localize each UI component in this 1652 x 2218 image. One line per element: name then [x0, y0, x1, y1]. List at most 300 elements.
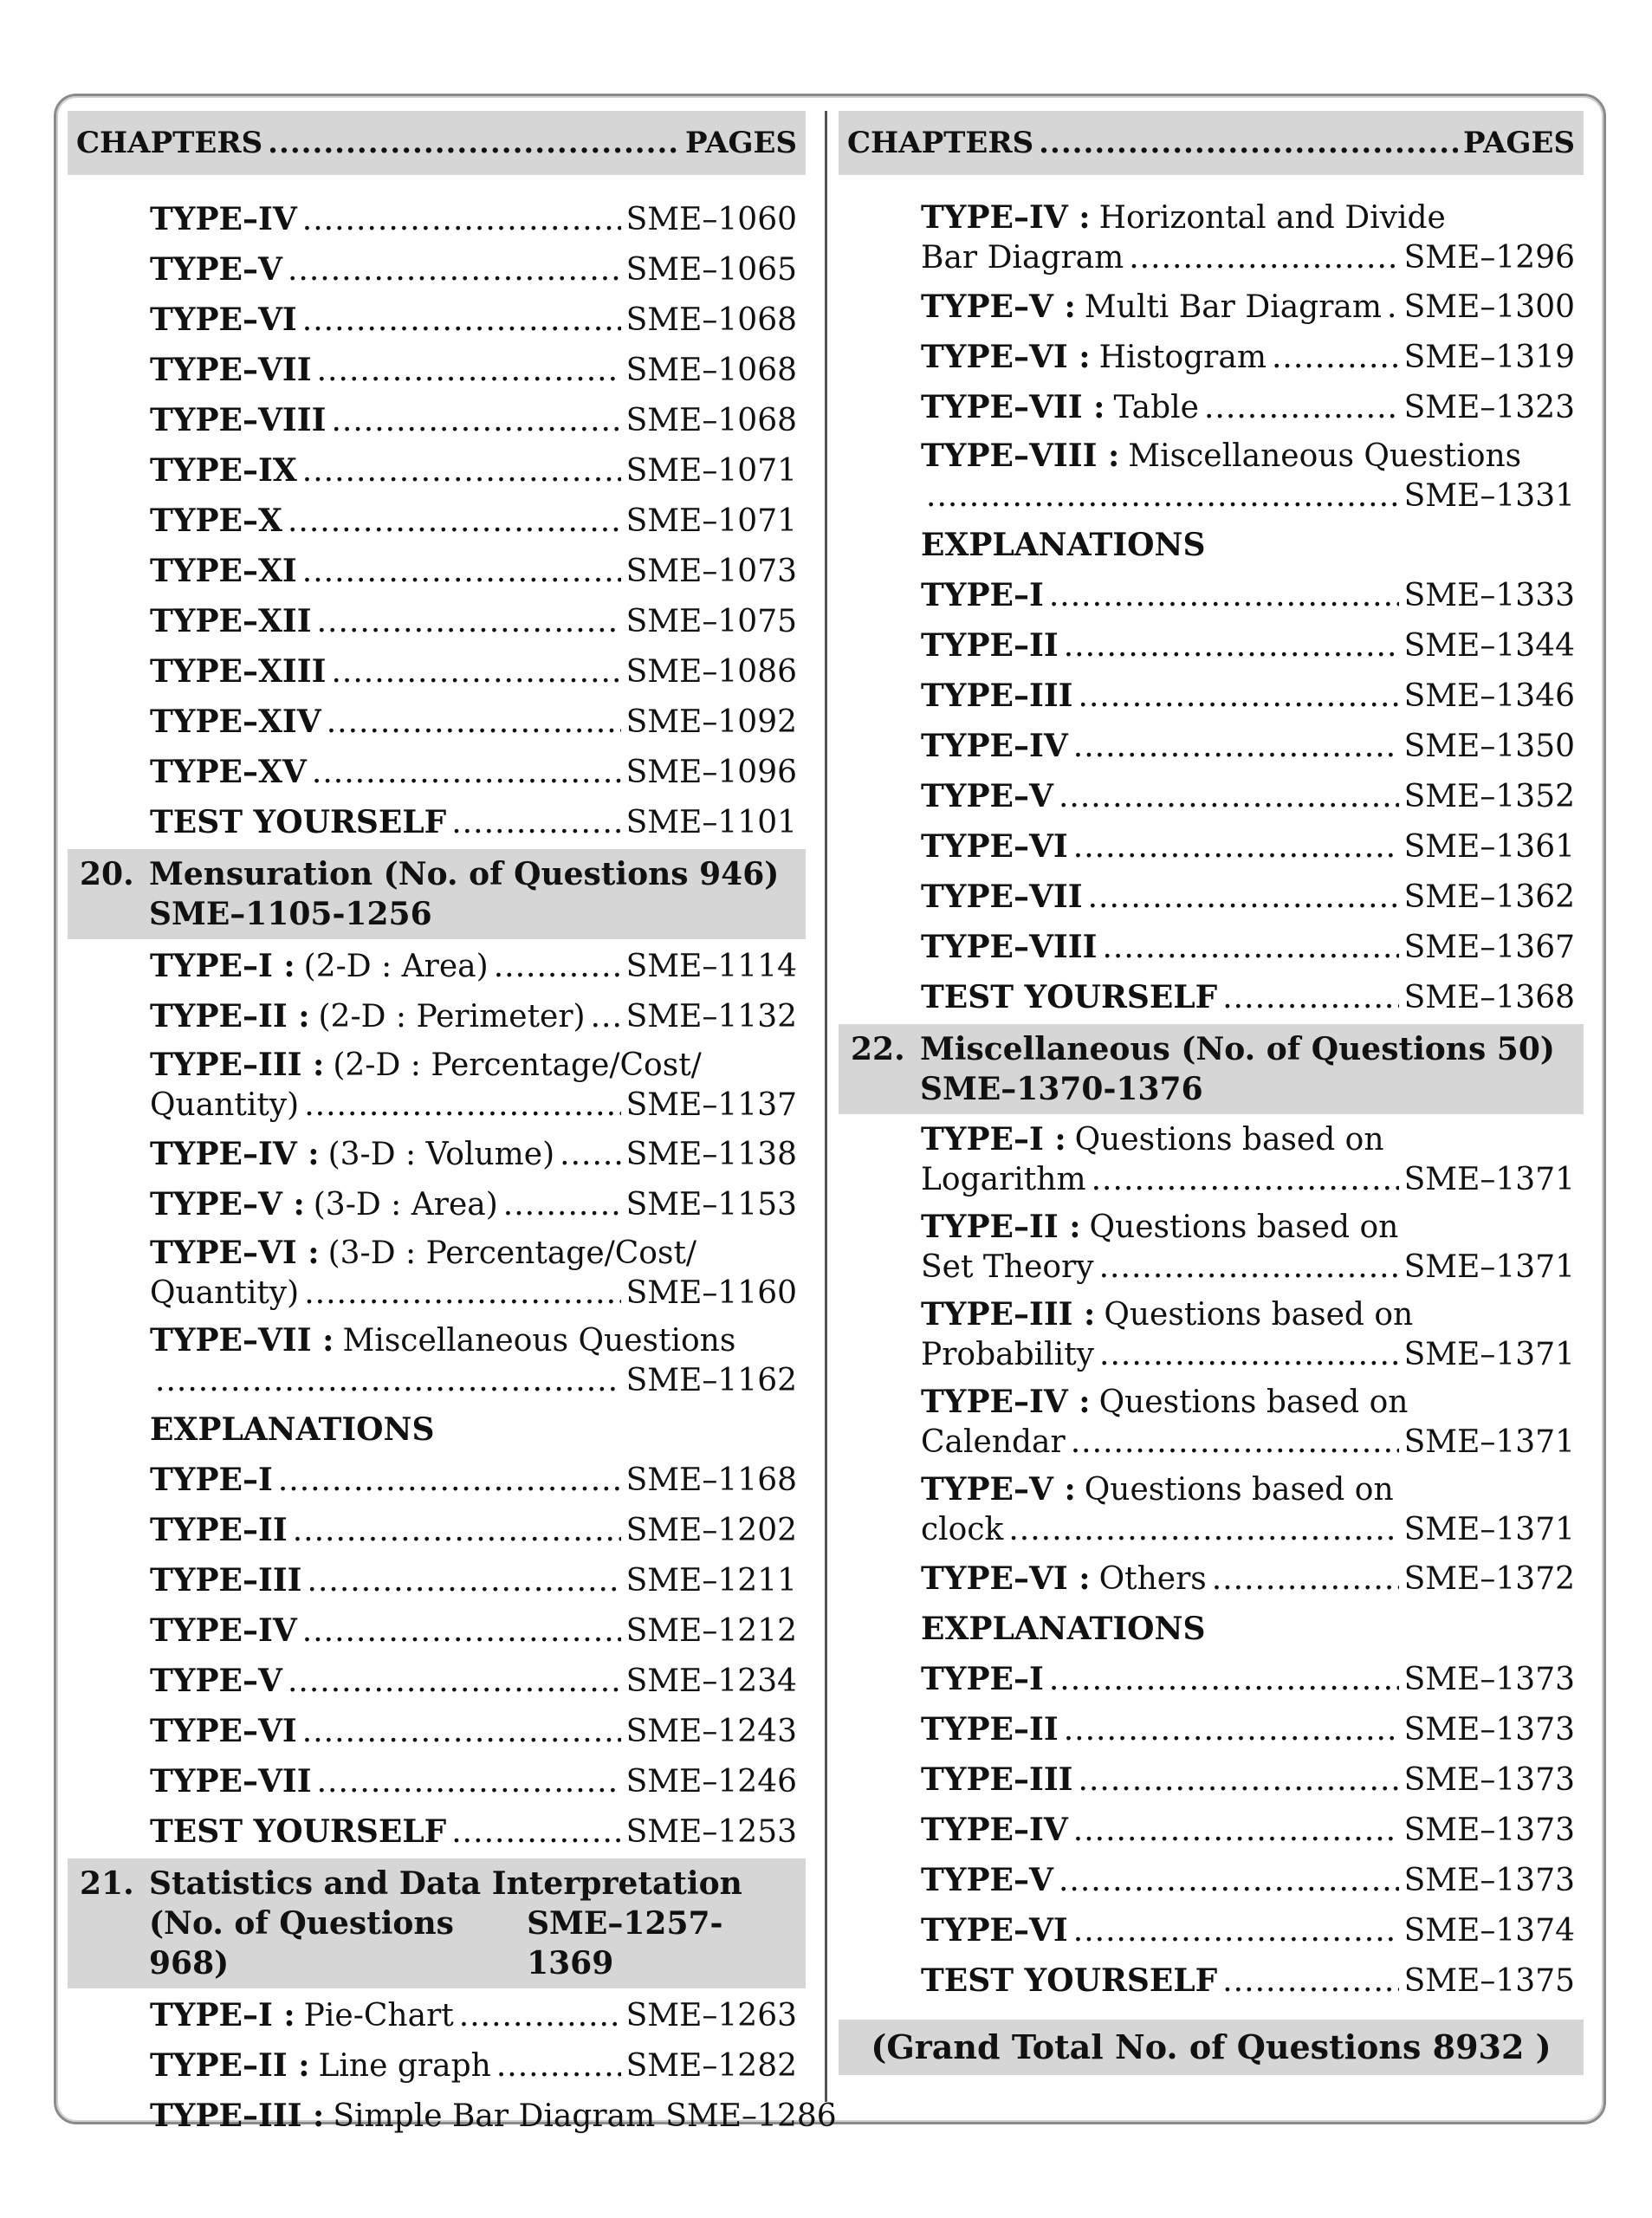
entry-text: Pie-Chart [303, 1998, 454, 2033]
explanations-heading: EXPLANATIONS [921, 1611, 1206, 1647]
entry-page: SME–1114 [625, 949, 797, 984]
entry-page: SME–1373 [1403, 1712, 1575, 1748]
entry-text: (2-D : Percentage/Cost/ [333, 1047, 702, 1083]
leader-dots [312, 748, 621, 798]
toc-entry[interactable] [68, 1555, 806, 1605]
toc-entry[interactable] [68, 797, 806, 847]
entry-text-continued: clock [921, 1512, 1004, 1547]
entry-page: SME–1153 [625, 1187, 797, 1222]
toc-entry[interactable] [68, 496, 806, 546]
left-column [68, 111, 837, 2141]
entry-label: TYPE–XIII [150, 653, 327, 690]
entry-label: TYPE–III : [921, 1296, 1096, 1333]
entry-page: SME–1137 [625, 1087, 797, 1123]
entry-page: SME–1362 [1403, 879, 1575, 915]
entry-page: SME–1065 [625, 252, 797, 288]
entry-label: TYPE–II : [150, 998, 310, 1034]
leader-dots [302, 295, 621, 346]
toc-multi-entry [68, 1041, 806, 1129]
toc-entry[interactable] [839, 1855, 1584, 1905]
section-number: 21. [80, 1865, 134, 1902]
entry-page: SME–1060 [625, 202, 797, 237]
toc-multi-list [839, 1116, 1584, 1553]
entry-label: TYPE–VII [921, 879, 1083, 915]
toc-entry[interactable] [839, 620, 1584, 671]
entry-label: TYPE–XIV [150, 704, 321, 740]
toc-entry[interactable] [68, 991, 806, 1041]
entry-label: TYPE–I : [150, 948, 295, 984]
leader-dots [327, 697, 621, 748]
entry-label: TYPE–III [921, 1761, 1073, 1798]
entry-label: TYPE–IX [150, 452, 297, 489]
toc-entry[interactable] [68, 1041, 806, 1129]
toc-entry[interactable] [839, 1466, 1584, 1553]
toc-entry[interactable] [839, 972, 1584, 1022]
entry-text: Simple Bar Diagram [333, 2098, 656, 2134]
entry-page: SME–1073 [625, 554, 797, 589]
toc-entry[interactable] [68, 546, 806, 596]
entry-label: TYPE–V [921, 778, 1053, 814]
toc-entry[interactable] [839, 382, 1584, 432]
toc-entry[interactable] [68, 1706, 806, 1756]
pages-heading: PAGES [1463, 126, 1575, 160]
entry-label: TYPE–VII : [921, 389, 1105, 425]
entry-page: SME–1282 [625, 2048, 797, 2084]
entry-page: SME–1068 [625, 353, 797, 388]
section-subtitle: (No. of Questions 968) [149, 1905, 454, 1981]
section-22-heading[interactable] [839, 1024, 1584, 1114]
entry-page: SME–1373 [1403, 1863, 1575, 1898]
entry-label: TYPE–IV [150, 201, 297, 237]
entry-label: TYPE–VI : [150, 1235, 320, 1271]
toc-list [68, 1990, 837, 2141]
leader-dots [288, 245, 621, 295]
entry-label: TYPE–IV : [921, 199, 1091, 236]
toc-entry[interactable] [68, 1505, 806, 1555]
explanations-heading: EXPLANATIONS [921, 527, 1206, 563]
toc-entry[interactable] [68, 2040, 806, 2091]
entry-text: Table [1113, 390, 1199, 425]
entry-page: SME–1168 [625, 1462, 797, 1498]
entry-page: SME–1246 [625, 1764, 797, 1800]
toc-entry[interactable] [839, 1378, 1584, 1466]
toc-entry[interactable] [68, 445, 806, 496]
leader-dots [591, 992, 621, 1042]
leader-dots [278, 1456, 621, 1506]
leader-dots [1222, 973, 1398, 1023]
entry-label: TYPE–II : [150, 2047, 310, 2084]
toc-entry[interactable] [68, 1605, 806, 1656]
entry-label: TYPE–VI [921, 828, 1068, 865]
entry-label: TEST YOURSELF [921, 979, 1218, 1015]
entry-page: SME–1132 [625, 999, 797, 1034]
entry-page: SME–1092 [625, 704, 797, 740]
entry-label: TYPE–III [150, 1562, 302, 1599]
toc-entry[interactable] [839, 671, 1584, 721]
entry-page: SME–1375 [1403, 1963, 1575, 1999]
leader-dots [304, 1086, 620, 1125]
entry-page: SME–1212 [625, 1613, 797, 1649]
entry-label: TYPE–VI : [921, 1560, 1091, 1597]
entry-label: TYPE–V [150, 251, 282, 288]
entry-label: TYPE–XII [150, 603, 312, 639]
toc-entry[interactable] [839, 771, 1584, 821]
toc-entry[interactable] [839, 721, 1584, 771]
entry-label: TYPE–VI [150, 1713, 297, 1749]
toc-entry[interactable] [68, 1656, 806, 1706]
entry-text: Questions based on [1089, 1210, 1399, 1245]
toc-entry[interactable] [839, 1905, 1584, 1955]
section-20-heading[interactable] [68, 849, 806, 939]
leader-dots [494, 942, 621, 992]
leader-dots [926, 477, 1399, 516]
section-number: 20. [80, 856, 134, 892]
leader-dots [1204, 383, 1399, 433]
leader-dots [302, 195, 621, 245]
entry-label: TYPE–V : [921, 289, 1076, 325]
entry-label: TYPE–XI [150, 553, 297, 589]
toc-entry[interactable] [839, 332, 1584, 382]
leader-dots [288, 1657, 621, 1707]
entry-label: TYPE–XV [150, 754, 307, 790]
entry-text: Questions based on [1098, 1385, 1409, 1420]
leader-dots [155, 1361, 621, 1401]
entry-page: SME–1371 [1403, 1512, 1575, 1547]
entry-label: TYPE–I [921, 1661, 1044, 1697]
toc-entry[interactable] [839, 872, 1584, 922]
right-column [839, 111, 1584, 2075]
entry-page: SME–1346 [1403, 678, 1575, 714]
toc-entry[interactable] [68, 244, 806, 295]
entry-label: TYPE–I [921, 577, 1044, 613]
entry-label: TYPE–III [921, 678, 1073, 714]
toc-multi-entry [839, 194, 1584, 282]
entry-label: TYPE–V : [921, 1471, 1076, 1508]
entry-label: TYPE–II [921, 627, 1059, 664]
toc-list [839, 282, 1584, 432]
entry-label: TYPE–IV [921, 728, 1068, 764]
entry-text: (3-D : Area) [313, 1187, 498, 1222]
entry-text-continued: Set Theory [921, 1249, 1094, 1285]
entry-page: SME–1162 [625, 1363, 797, 1398]
leader-dots [1092, 1160, 1399, 1200]
leader-dots [1272, 333, 1399, 383]
entry-label: TYPE–VI [921, 1912, 1068, 1949]
toc-entry[interactable] [839, 570, 1584, 620]
entry-label: TYPE–II : [921, 1209, 1081, 1245]
leader-dots [1064, 621, 1399, 671]
toc-entry[interactable] [839, 821, 1584, 872]
toc-entry[interactable] [68, 345, 806, 395]
chapters-heading: CHAPTERS [76, 126, 263, 160]
leader-dots [1073, 1806, 1399, 1856]
toc-entry[interactable] [68, 2091, 837, 2141]
toc-entry[interactable] [839, 922, 1584, 972]
toc-entry[interactable] [839, 1754, 1584, 1805]
entry-page: SME–1333 [1403, 578, 1575, 613]
toc-entry[interactable] [839, 1203, 1584, 1291]
leader-dots [1059, 772, 1399, 822]
entry-page: SME–1160 [625, 1275, 797, 1311]
toc-entry[interactable] [68, 1756, 806, 1806]
entry-page: SME–1300 [1403, 289, 1575, 325]
entry-text: Miscellaneous Questions [342, 1323, 736, 1359]
entry-page: SME–1344 [1403, 628, 1575, 664]
leader-dots [304, 1274, 620, 1313]
toc-entry[interactable] [839, 1553, 1584, 1604]
leader-dots [268, 126, 680, 160]
toc-entry[interactable] [68, 1990, 806, 2040]
toc-list [839, 570, 1584, 1022]
toc-entry[interactable] [839, 1116, 1584, 1203]
leader-dots [1073, 822, 1399, 872]
toc-entry[interactable] [68, 1806, 806, 1857]
leader-dots [302, 547, 621, 597]
entry-label: TYPE–III : [150, 2098, 325, 2134]
entry-text: (3-D : Percentage/Cost/ [327, 1235, 697, 1271]
entry-label: TYPE–VII [150, 1763, 312, 1800]
entry-page: SME–1101 [625, 805, 797, 840]
entry-page: SME–1086 [625, 654, 797, 690]
leader-dots [1073, 1906, 1399, 1956]
entry-label: TYPE–I : [150, 1997, 295, 2033]
entry-label: TYPE–I : [921, 1121, 1066, 1158]
entry-page: SME–1361 [1403, 829, 1575, 865]
leader-dots [1039, 126, 1458, 160]
toc-entry[interactable] [68, 1455, 806, 1505]
entry-page: SME–1075 [625, 604, 797, 639]
leader-dots [1099, 1335, 1399, 1375]
entry-text-continued: Quantity) [150, 1087, 300, 1123]
entry-page: SME–1371 [1403, 1424, 1575, 1460]
leader-dots [1102, 923, 1398, 973]
toc-entry[interactable] [839, 1704, 1584, 1754]
entry-label: TYPE–IV : [150, 1136, 320, 1172]
leader-dots [317, 1757, 621, 1807]
grand-total: (Grand Total No. of Questions 8932 ) [839, 2020, 1584, 2075]
toc-entry[interactable] [839, 1654, 1584, 1704]
toc-entry[interactable] [68, 596, 806, 646]
contents-header [68, 111, 806, 175]
pages-heading: PAGES [685, 126, 797, 160]
toc-entry[interactable] [839, 282, 1584, 332]
section-pages: SME–1257-1369 [527, 1905, 723, 1981]
toc-list [839, 1654, 1584, 2006]
leader-dots [331, 396, 620, 446]
entry-label: TYPE–IV [921, 1812, 1068, 1848]
entry-label: TYPE–IV : [921, 1384, 1091, 1420]
entry-page: SME–1371 [1403, 1162, 1575, 1197]
entry-label: TEST YOURSELF [150, 1813, 447, 1850]
leader-dots [1071, 1423, 1399, 1462]
entry-page: SME–1234 [625, 1664, 797, 1699]
leader-dots [302, 446, 621, 496]
toc-entry[interactable] [68, 395, 806, 445]
entry-text: (2-D : Area) [303, 949, 489, 984]
toc-entry[interactable] [839, 1291, 1584, 1378]
entry-page: SME–1211 [625, 1563, 797, 1599]
entry-text-continued: Probability [921, 1337, 1095, 1372]
entry-page: SME–1243 [625, 1714, 797, 1749]
toc-multi-entry [68, 1317, 806, 1404]
entry-text: Multi Bar Diagram [1084, 289, 1383, 325]
entry-label: TYPE–V [150, 1663, 282, 1699]
leader-dots [1049, 571, 1399, 621]
entry-page: SME–1352 [1403, 779, 1575, 814]
entry-page: SME–1323 [1403, 390, 1575, 425]
toc-entry[interactable] [839, 1955, 1584, 2006]
toc-entry[interactable] [68, 1229, 806, 1317]
leader-dots [317, 597, 621, 647]
entry-text: (3-D : Volume) [327, 1137, 555, 1172]
entry-page: SME–1068 [625, 302, 797, 338]
leader-dots [503, 1180, 621, 1230]
entry-label: TYPE–VIII [150, 402, 327, 438]
leader-dots [1079, 671, 1399, 722]
entry-text: Line graph [318, 2048, 491, 2084]
entry-page: SME–1373 [1403, 1662, 1575, 1697]
entry-text: Others [1098, 1561, 1207, 1597]
section-title: Statistics and Data Interpretation [149, 1865, 742, 1902]
toc-entry[interactable] [68, 1179, 806, 1229]
entry-label: TEST YOURSELF [150, 804, 447, 840]
entry-text-continued: Bar Diagram [921, 240, 1124, 276]
entry-page: SME–1296 [1403, 240, 1575, 276]
entry-page: SME–1371 [1403, 1337, 1575, 1372]
entry-page: SME–1373 [1403, 1762, 1575, 1798]
leader-dots [1049, 1655, 1399, 1705]
entry-label: TYPE–III : [150, 1047, 325, 1083]
entry-page: SME–1202 [625, 1513, 797, 1548]
toc-multi-entry [839, 432, 1584, 520]
toc-list [68, 1455, 806, 1857]
entry-page: SME–1071 [625, 503, 797, 539]
toc-entry[interactable] [68, 295, 806, 345]
entry-label: TYPE–I [150, 1462, 273, 1498]
toc-entry[interactable] [839, 1805, 1584, 1855]
entry-page: SME–1374 [1403, 1913, 1575, 1949]
toc-list [839, 1553, 1584, 1604]
leader-dots [331, 647, 620, 697]
entry-label: TYPE–V : [150, 1186, 305, 1222]
entry-text-continued: Logarithm [921, 1162, 1086, 1197]
entry-label: TYPE–VII [150, 352, 312, 388]
toc-entry[interactable] [68, 646, 806, 697]
entry-text: Questions based on [1104, 1297, 1414, 1333]
entry-page: SME–1286 [665, 2098, 837, 2134]
entry-text: Miscellaneous Questions [1128, 438, 1522, 474]
entry-text: Questions based on [1084, 1472, 1394, 1508]
entry-page: SME–1368 [1403, 980, 1575, 1015]
leader-dots [302, 1707, 621, 1757]
leader-dots [308, 1556, 621, 1606]
leader-dots [1099, 1248, 1399, 1287]
leader-dots [451, 1807, 620, 1858]
entry-page: SME–1372 [1403, 1561, 1575, 1597]
entry-label: TYPE–II [921, 1711, 1059, 1748]
toc-list [68, 941, 806, 1041]
entry-text: Horizontal and Divide [1098, 200, 1446, 236]
section-21-heading[interactable] [68, 1858, 806, 1988]
leader-dots [1212, 1554, 1399, 1605]
entry-label: TYPE–V [921, 1862, 1053, 1898]
leader-dots [1073, 722, 1399, 772]
entry-page: SME–1263 [625, 1998, 797, 2033]
section-number: 22. [851, 1031, 905, 1067]
entry-label: TYPE–X [150, 503, 282, 539]
entry-page: SME–1138 [625, 1137, 797, 1172]
entry-page: SME–1367 [1403, 930, 1575, 965]
entry-label: TYPE–II [150, 1512, 288, 1548]
entry-page: SME–1253 [625, 1814, 797, 1850]
toc-entry[interactable] [68, 747, 806, 797]
toc-entry[interactable] [68, 194, 806, 244]
entry-text-continued: Quantity) [150, 1275, 300, 1311]
section-pages: SME–1105-1256 [149, 896, 432, 932]
column-divider [825, 111, 827, 2102]
explanations-heading: EXPLANATIONS [150, 1411, 435, 1448]
entry-text-continued: Calendar [921, 1424, 1066, 1460]
entry-label: TYPE–VI [150, 302, 297, 338]
leader-dots [1064, 1705, 1399, 1755]
toc-entry[interactable] [68, 697, 806, 747]
entry-label: TYPE–IV [150, 1612, 297, 1649]
leader-dots [1129, 238, 1398, 278]
toc-entry[interactable] [68, 941, 806, 991]
entry-page: SME–1350 [1403, 729, 1575, 764]
entry-page: SME–1071 [625, 453, 797, 489]
leader-dots [560, 1130, 620, 1180]
leader-dots [1008, 1510, 1398, 1550]
toc-list [68, 194, 806, 847]
toc-entry[interactable] [839, 194, 1584, 282]
leader-dots [317, 346, 621, 396]
entry-label: TYPE–VIII : [921, 438, 1120, 474]
entry-text: (2-D : Perimeter) [318, 999, 586, 1034]
entry-page: SME–1096 [625, 755, 797, 790]
entry-label: TEST YOURSELF [921, 1962, 1218, 1999]
section-title: Mensuration (No. of Questions 946) [149, 856, 780, 892]
chapters-heading: CHAPTERS [847, 126, 1034, 160]
entry-page: SME–1373 [1403, 1813, 1575, 1848]
contents-header [839, 111, 1584, 175]
toc-entry[interactable] [68, 1317, 806, 1404]
entry-label: TYPE–VI : [921, 339, 1091, 375]
leader-dots [302, 1606, 621, 1657]
entry-label: TYPE–VIII [921, 929, 1098, 965]
leader-dots [293, 1506, 621, 1556]
toc-entry[interactable] [839, 432, 1584, 520]
leader-dots [1387, 282, 1399, 333]
leader-dots [496, 2041, 621, 2092]
leader-dots [288, 496, 621, 547]
entry-text: Histogram [1098, 340, 1267, 375]
entry-page: SME–1068 [625, 403, 797, 438]
entry-text: Questions based on [1074, 1122, 1384, 1158]
entry-page: SME–1331 [1403, 478, 1575, 514]
leader-dots [1088, 872, 1399, 923]
toc-entry[interactable] [68, 1129, 806, 1179]
leader-dots [451, 798, 620, 848]
entry-page: SME–1371 [1403, 1249, 1575, 1285]
entry-label: TYPE–VII : [150, 1322, 334, 1359]
leader-dots [459, 1991, 621, 2041]
leader-dots [1059, 1856, 1399, 1906]
section-pages: SME–1370-1376 [920, 1071, 1203, 1107]
leader-dots [1079, 1755, 1399, 1806]
toc-list [68, 1129, 806, 1229]
leader-dots [1222, 1956, 1398, 2007]
